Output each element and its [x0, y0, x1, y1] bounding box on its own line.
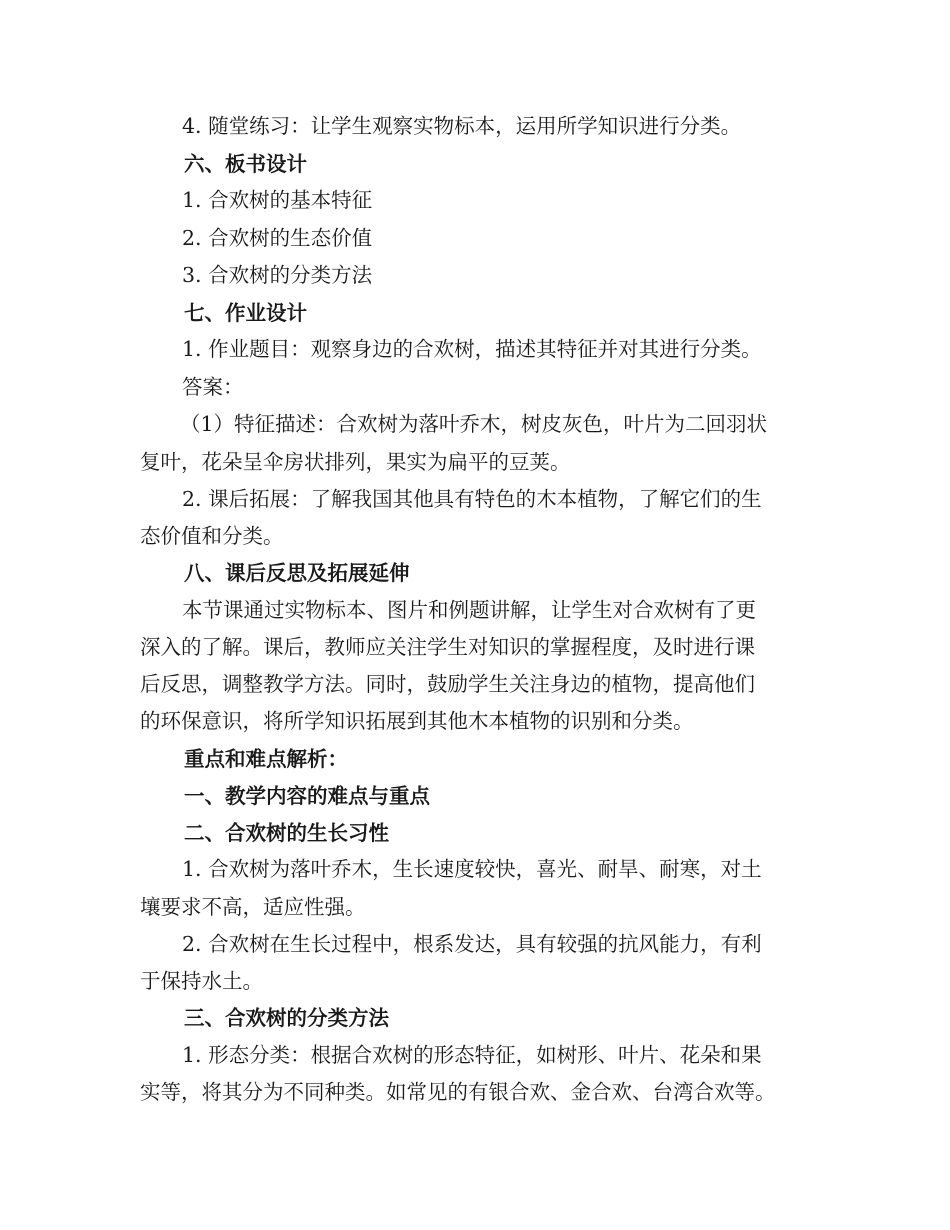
list-item: 2. 合欢树的生态价值	[182, 226, 373, 250]
homework-item: 1. 作业题目：观察身边的合欢树，描述其特征并对其进行分类。	[182, 337, 762, 361]
paragraph-line: 本节课通过实物标本、图片和例题讲解，让学生对合欢树有了更	[182, 598, 756, 622]
list-item: 1. 合欢树的基本特征	[182, 188, 373, 212]
section-heading-keypoints: 重点和难点解析：	[184, 747, 348, 771]
paragraph-line: 1. 形态分类：根据合欢树的形态特征，如树形、叶片、花朵和果	[182, 1043, 762, 1067]
answer-label: 答案：	[182, 375, 244, 399]
section-heading-blackboard: 六、板书设计	[184, 152, 307, 176]
paragraph-line: 2. 课后拓展：了解我国其他具有特色的木本植物，了解它们的生	[182, 487, 762, 511]
paragraph-line: 实等，将其分为不同种类。如常见的有银合欢、金合欢、台湾合欢等。	[140, 1080, 776, 1104]
paragraph-line: 于保持水土。	[140, 969, 263, 993]
paragraph-line: （1）特征描述：合欢树为落叶乔木，树皮灰色，叶片为二回羽状	[180, 412, 768, 436]
practice-item: 4. 随堂练习：让学生观察实物标本，运用所学知识进行分类。	[182, 114, 742, 138]
paragraph-line: 深入的了解。课后，教师应关注学生对知识的掌握程度，及时进行课	[140, 635, 755, 659]
paragraph-line: 后反思，调整教学方法。同时，鼓励学生关注身边的植物，提高他们	[140, 672, 755, 696]
paragraph-line: 态价值和分类。	[140, 524, 284, 548]
section-heading-classification: 三、合欢树的分类方法	[184, 1006, 389, 1030]
section-heading-homework: 七、作业设计	[184, 301, 307, 325]
paragraph-line: 复叶，花朵呈伞房状排列，果实为扁平的豆荚。	[140, 450, 571, 474]
list-item: 3. 合欢树的分类方法	[182, 263, 373, 287]
section-heading-growth: 二、合欢树的生长习性	[184, 821, 389, 845]
section-heading-reflection: 八、课后反思及拓展延伸	[184, 561, 410, 585]
paragraph-line: 2. 合欢树在生长过程中，根系发达，具有较强的抗风能力，有利	[182, 932, 762, 956]
paragraph-line: 的环保意识，将所学知识拓展到其他木本植物的识别和分类。	[140, 709, 694, 733]
paragraph-line: 壤要求不高，适应性强。	[140, 895, 366, 919]
paragraph-line: 1. 合欢树为落叶乔木，生长速度较快，喜光、耐旱、耐寒，对土	[182, 857, 762, 881]
section-heading-difficulty: 一、教学内容的难点与重点	[184, 784, 430, 808]
